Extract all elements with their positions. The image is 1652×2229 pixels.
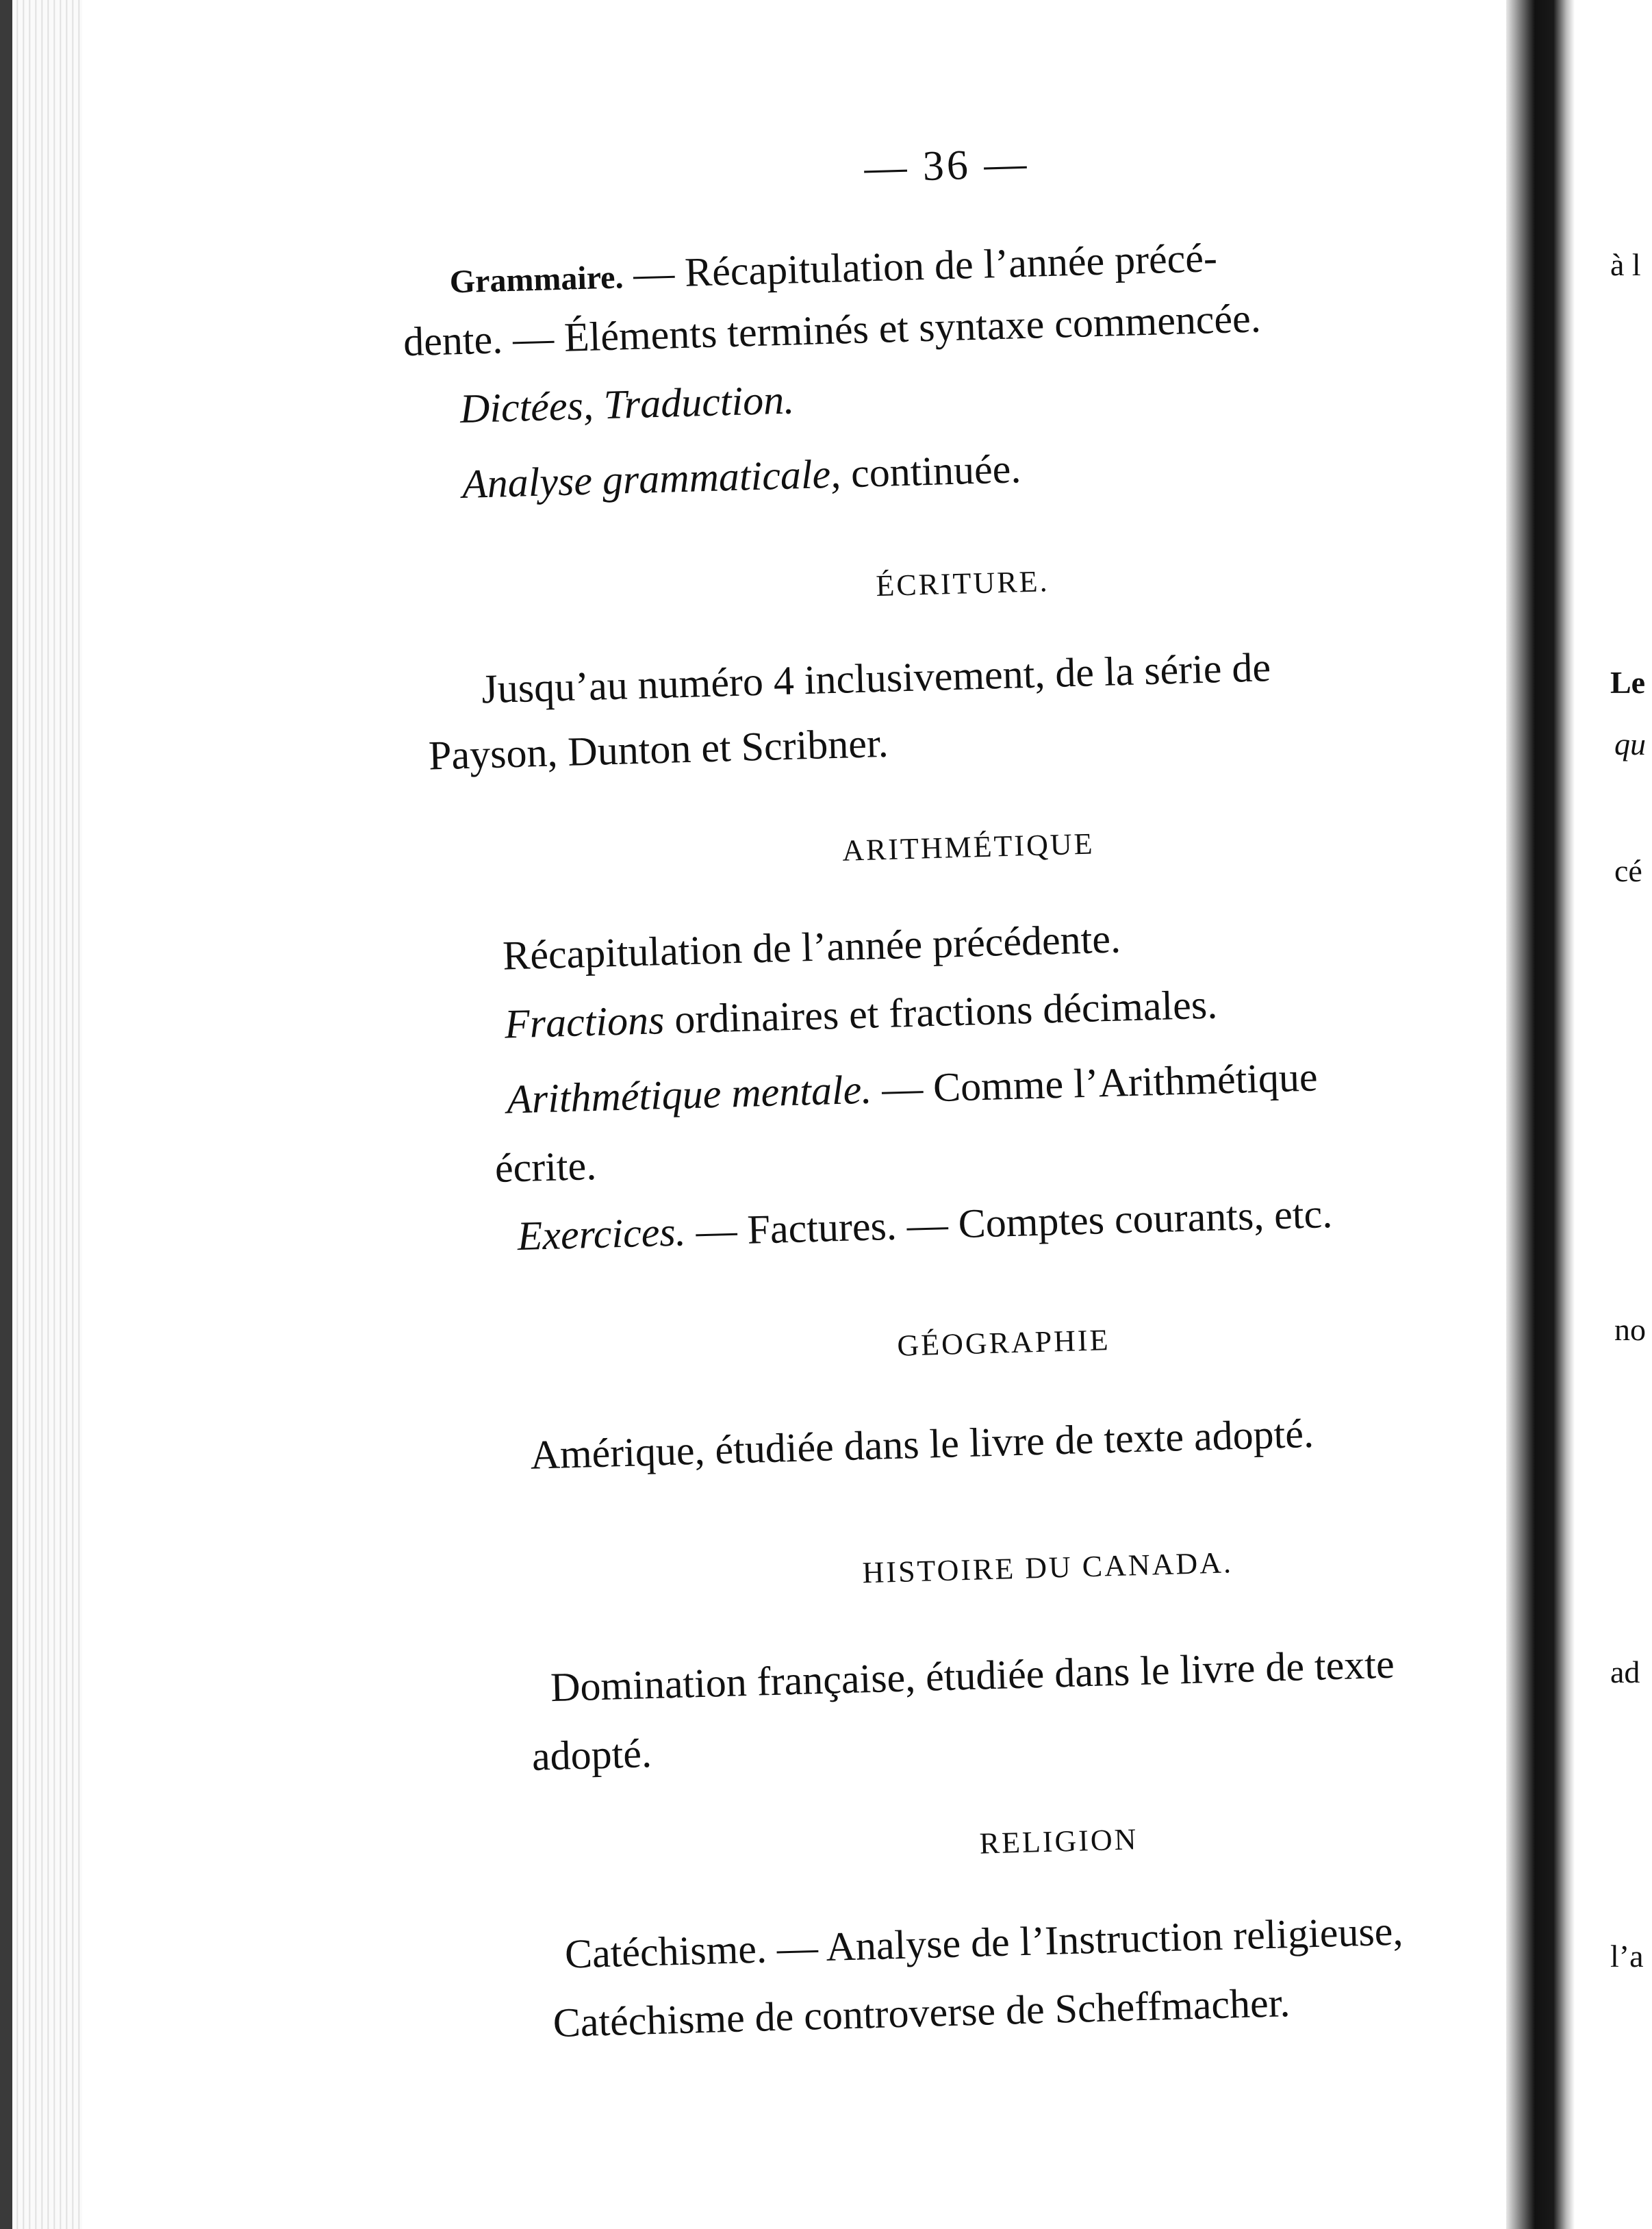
facing-fragment: Le [1610, 665, 1646, 700]
heading-ecriture: ÉCRITURE. [875, 564, 1050, 603]
histoire-line-2: adopté. [531, 1730, 652, 1779]
grammaire-text: — Récapitulation de l’année précé- [622, 235, 1218, 297]
exercices-text: — Factures. — Comptes courants, etc. [685, 1190, 1333, 1255]
page-number: — 36 — [863, 140, 1030, 192]
facing-fragment: à l [1610, 247, 1641, 282]
histoire-line-1: Domination française, étudiée dans le livre de texte [550, 1641, 1395, 1711]
facing-fragment: cé [1614, 853, 1642, 888]
religion-line-1: Catéchisme. — Analyse de l’Instruction religieuse, [564, 1908, 1404, 1977]
heading-religion: RELIGION [979, 1822, 1139, 1861]
geographie-line-1: Amérique, étudiée dans le livre de texte adopté. [529, 1410, 1314, 1478]
exercices-line [516, 1190, 1333, 1259]
page-stack-edges [0, 0, 82, 2229]
facing-fragment: qu [1614, 727, 1646, 761]
mentale-continued: écrite. [494, 1142, 598, 1192]
fractions-line [504, 981, 1218, 1047]
grammaire-title: Grammaire. [449, 259, 624, 301]
book-gutter [1506, 0, 1554, 2229]
religion-line-2: Catéchisme de controverse de Scheffmacher. [552, 1980, 1291, 2046]
ecriture-line-1: Jusqu’au numéro 4 inclusivement, de la série de [481, 644, 1271, 712]
heading-geographie: GÉOGRAPHIE [896, 1323, 1111, 1363]
dictees-line: Dictées, Traduction. [459, 377, 795, 432]
ecriture-line-2: Payson, Dunton et Scribner. [428, 720, 889, 779]
facing-fragment: no [1614, 1312, 1646, 1347]
mentale-text: — Comme l’Arithmétique [871, 1054, 1319, 1112]
mentale-label: Arithmétique mentale. [506, 1066, 873, 1122]
fractions-label: Fractions [504, 997, 665, 1047]
stack-shadow [0, 0, 12, 2229]
exercices-label: Exercices. [516, 1209, 687, 1259]
heading-arithmetique: ARITHMÉTIQUE [841, 827, 1095, 868]
heading-histoire: HISTOIRE DU CANADA. [861, 1546, 1234, 1590]
gutter-fold [1554, 0, 1575, 2229]
grammaire-line-1 [449, 237, 1218, 299]
page-body [383, 86, 1492, 2046]
grammaire-line-2: dente. — Éléments terminés et syntaxe commencée. [403, 295, 1262, 365]
arith-line-1: Récapitulation de l’année précédente. [502, 916, 1121, 979]
fractions-text: ordinaires et fractions décimales. [663, 981, 1218, 1043]
facing-page [1575, 0, 1652, 2229]
facing-fragment: ad [1610, 1654, 1640, 1689]
facing-fragment: l’a [1610, 1939, 1644, 1974]
analyse-text: continuée. [840, 446, 1022, 496]
mentale-line [506, 1056, 1318, 1120]
analyse-line [461, 448, 1021, 505]
analyse-label: Analyse grammaticale, [461, 451, 841, 507]
